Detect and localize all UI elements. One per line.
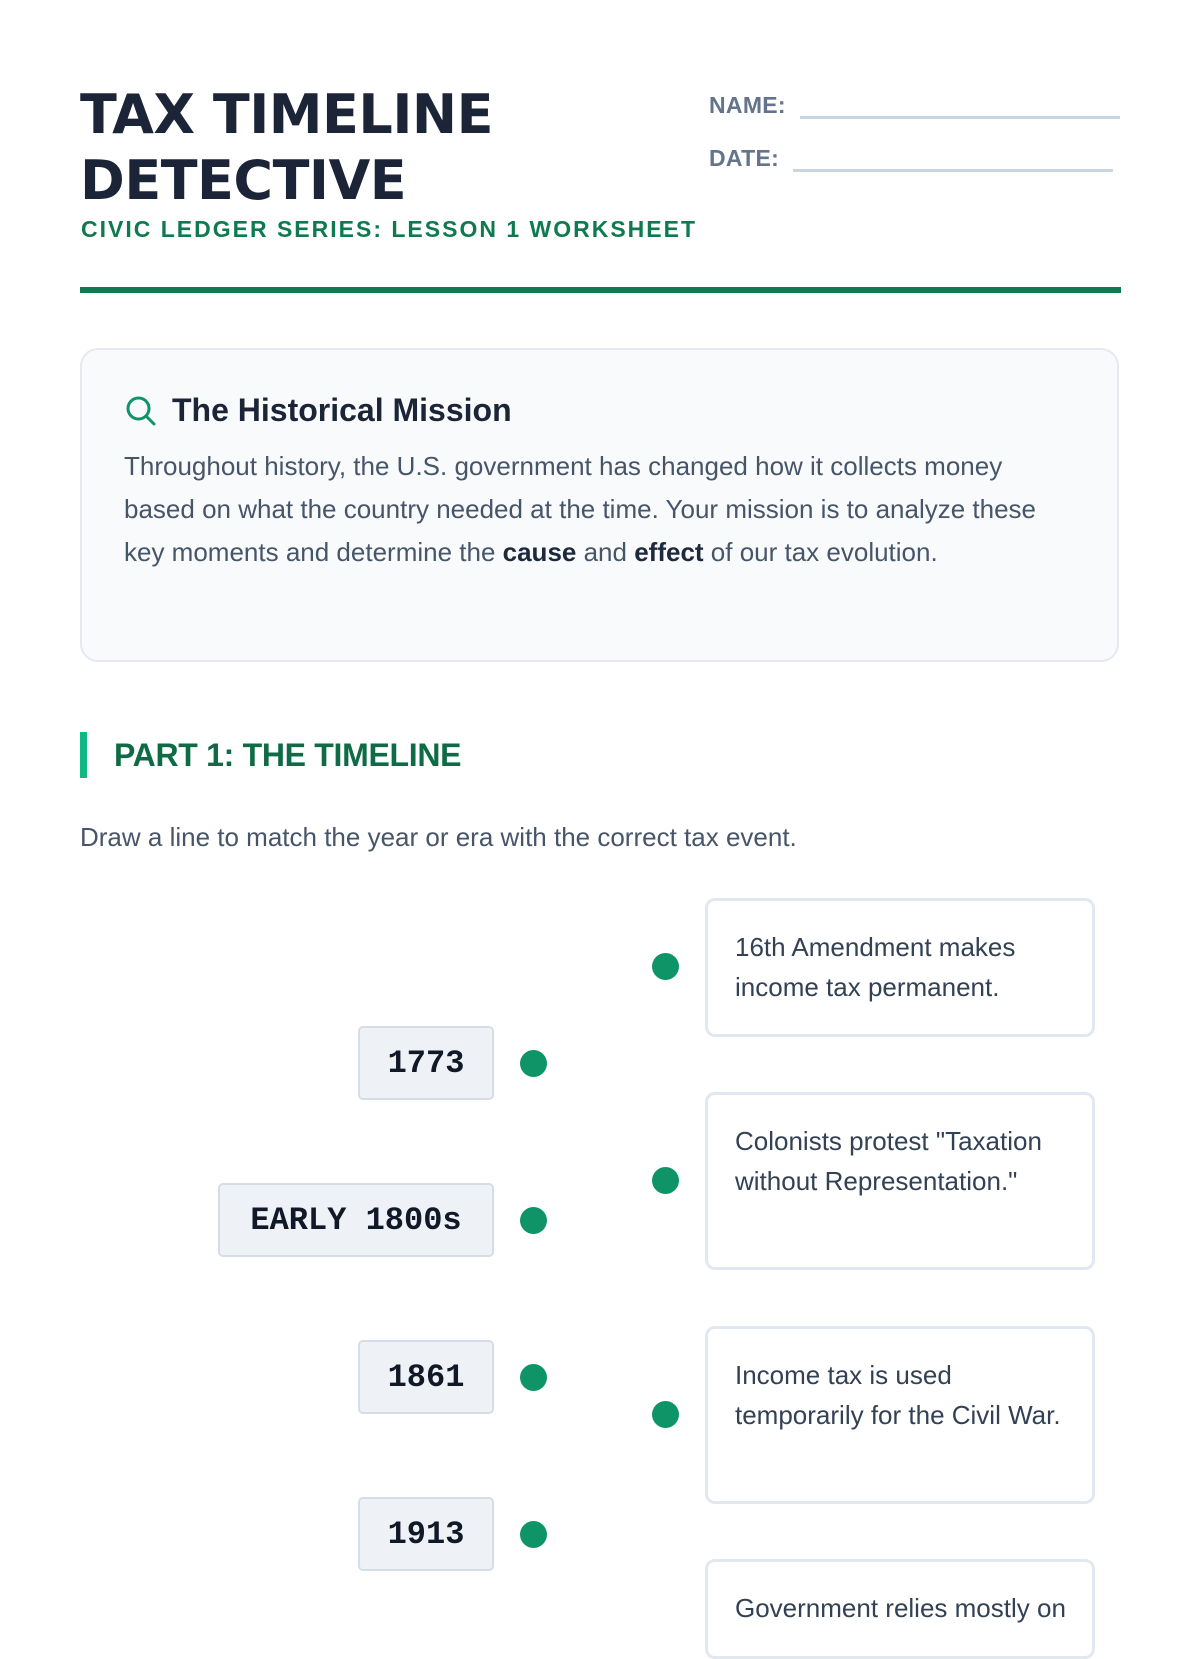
event-match-dot-2[interactable] <box>652 1167 679 1194</box>
search-icon <box>124 394 158 428</box>
header-divider <box>80 287 1121 293</box>
name-blank-line[interactable] <box>800 86 1120 119</box>
event-card-government-relies: Government relies mostly on <box>705 1559 1095 1659</box>
year-match-dot-1773[interactable] <box>520 1050 547 1077</box>
event-match-dot-3[interactable] <box>652 1401 679 1428</box>
date-field <box>709 139 1113 172</box>
mission-text-part-1: Throughout history, the U.S. government has changed how it collects money based on what the country needed at the time. Your mission is to analyze these key moments and determine the <box>124 451 1037 567</box>
event-card-16th-amendment: 16th Amendment makes income tax permanent. <box>705 898 1095 1037</box>
year-box-early-1800s: EARLY 1800s <box>218 1183 494 1257</box>
mission-header <box>124 392 1075 429</box>
mission-text-and: and <box>576 537 635 567</box>
name-label: NAME: <box>709 92 786 118</box>
year-box-1773: 1773 <box>358 1026 494 1100</box>
event-card-civil-war-income-tax: Income tax is used temporarily for the Civil War. <box>705 1326 1095 1504</box>
date-blank-line[interactable] <box>793 139 1113 172</box>
mission-text-part-2: of our tax evolution. <box>703 537 938 567</box>
year-match-dot-1861[interactable] <box>520 1364 547 1391</box>
part-1-instructions: Draw a line to match the year or era with the correct tax event. <box>80 822 797 852</box>
year-box-1861: 1861 <box>358 1340 494 1414</box>
event-card-colonists-protest: Colonists protest "Taxation without Representation." <box>705 1092 1095 1270</box>
mission-title: The Historical Mission <box>172 392 512 428</box>
mission-text-effect: effect <box>634 537 704 567</box>
event-match-dot-1[interactable] <box>652 953 679 980</box>
year-match-dot-1913[interactable] <box>520 1521 547 1548</box>
mission-text-cause: cause <box>502 537 577 567</box>
title-line-2: DETECTIVE <box>80 149 407 212</box>
mission-text <box>124 445 1075 574</box>
page-subtitle: CIVIC LEDGER SERIES: LESSON 1 WORKSHEET <box>81 216 698 242</box>
mission-box <box>80 348 1119 662</box>
name-field <box>709 86 1120 119</box>
year-match-dot-early-1800s[interactable] <box>520 1207 547 1234</box>
date-label: DATE: <box>709 145 780 171</box>
title-line-1: TAX TIMELINE <box>80 83 494 146</box>
part-1-heading: PART 1: THE TIMELINE <box>80 732 461 778</box>
year-box-1913: 1913 <box>358 1497 494 1571</box>
page-title <box>80 82 493 214</box>
